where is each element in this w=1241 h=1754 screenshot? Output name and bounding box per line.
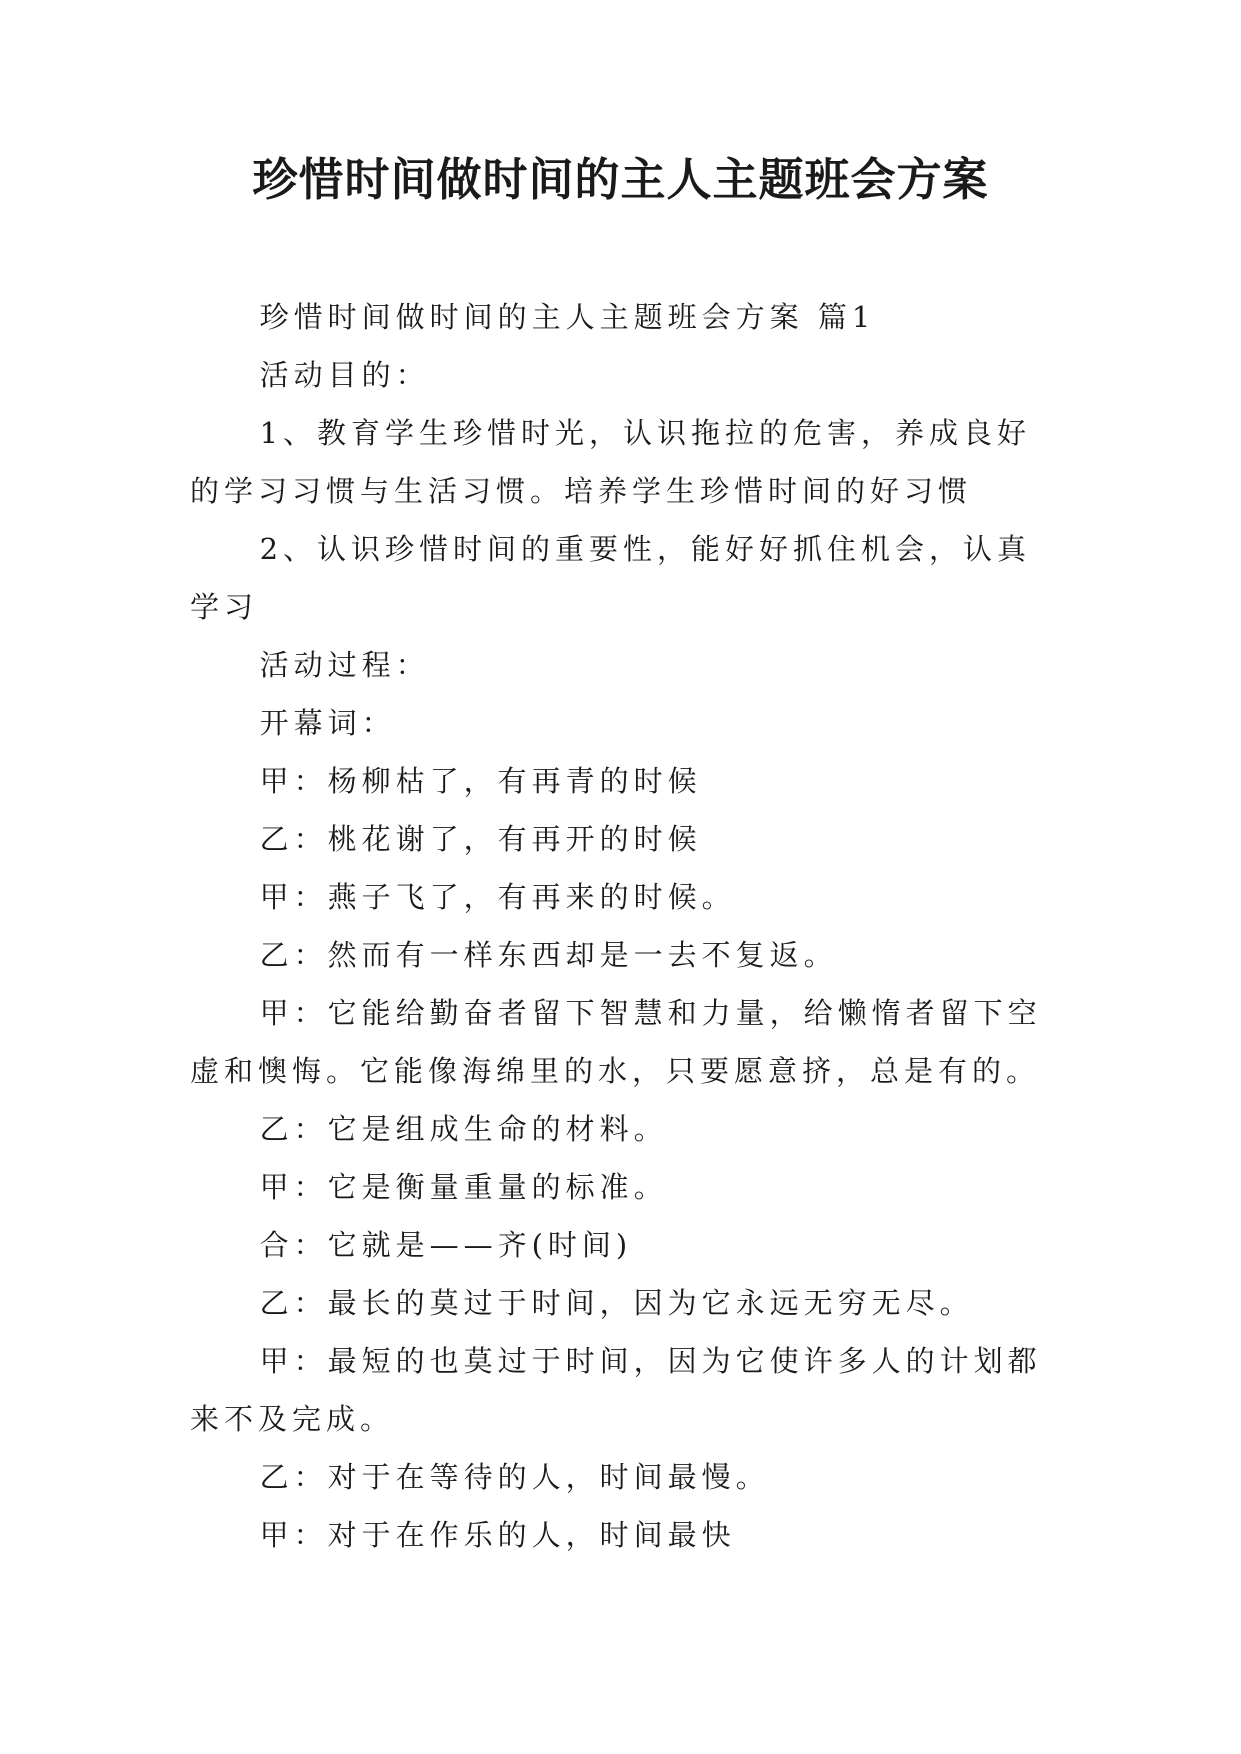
paragraph: 甲：最短的也莫过于时间，因为它使许多人的计划都来不及完成。 <box>190 1344 1042 1436</box>
paragraph: 甲：对于在作乐的人，时间最快 <box>259 1518 736 1552</box>
paragraph: 甲：燕子飞了，有再来的时候。 <box>259 880 736 914</box>
paragraph: 开幕词： <box>259 706 396 740</box>
paragraph: 2、认识珍惜时间的重要性，能好好抓住机会，认真学习 <box>190 532 1032 624</box>
paragraph: 甲：杨柳枯了，有再青的时候 <box>259 764 702 798</box>
paragraph: 乙：最长的莫过于时间，因为它永远无穷无尽。 <box>259 1286 974 1320</box>
paragraph: 乙：它是组成生命的材料。 <box>259 1112 668 1146</box>
paragraph: 乙：对于在等待的人，时间最慢。 <box>259 1460 770 1494</box>
document-body <box>190 288 1060 1564</box>
paragraph: 合：它就是——齐(时间) <box>259 1228 633 1262</box>
paragraph: 1、教育学生珍惜时光，认识拖拉的危害，养成良好的学习习惯与生活习惯。培养学生珍惜时间的好习惯 <box>190 416 1032 508</box>
document-title: 珍惜时间做时间的主人主题班会方案 <box>252 153 989 206</box>
paragraph: 乙：然而有一样东西却是一去不复返。 <box>259 938 838 972</box>
paragraph: 活动过程： <box>259 648 430 682</box>
paragraph: 甲：它是衡量重量的标准。 <box>259 1170 668 1204</box>
paragraph: 甲：它能给勤奋者留下智慧和力量，给懒惰者留下空虚和懊悔。它能像海绵里的水，只要愿意挤，总是有的。 <box>190 996 1042 1088</box>
paragraph: 活动目的： <box>259 358 430 392</box>
paragraph: 乙：桃花谢了，有再开的时候 <box>259 822 702 856</box>
paragraph: 珍惜时间做时间的主人主题班会方案 篇1 <box>259 300 876 334</box>
